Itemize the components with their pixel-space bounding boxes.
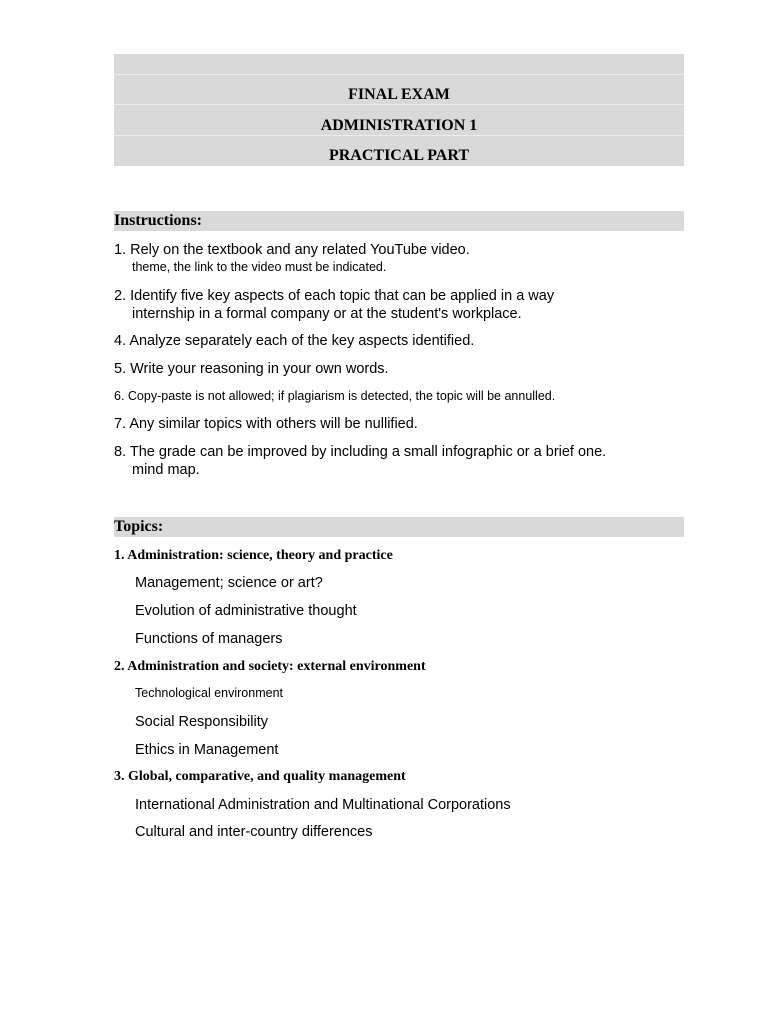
topic-heading: 1. Administration: science, theory and practice (114, 548, 393, 563)
instruction-item-continuation: theme, the link to the video must be indicated. (132, 260, 387, 274)
instruction-item: 1. Rely on the textbook and any related YouTube video. (114, 242, 470, 258)
exam-header (114, 54, 684, 166)
instruction-item: 2. Identify five key aspects of each topic that can be applied in a way (114, 288, 555, 304)
topic-subitem: Ethics in Management (135, 742, 279, 758)
topic-subitem: Management; science or art? (135, 575, 323, 591)
instructions-heading: Instructions: (114, 212, 203, 229)
instruction-item: 7. Any similar topics with others will be nullified. (114, 416, 418, 432)
exam-part-title: PRACTICAL PART (328, 147, 470, 164)
topic-heading: 2. Administration and society: external environment (114, 659, 426, 674)
header-divider (114, 74, 684, 75)
instruction-item-continuation: internship in a formal company or at the student's workplace. (132, 306, 522, 322)
instructions-heading-bar (114, 211, 684, 231)
topics-heading-bar (114, 517, 684, 537)
topic-subitem: Social Responsibility (135, 714, 268, 730)
instruction-item-continuation: mind map. (132, 462, 200, 478)
topics-heading: Topics: (114, 518, 164, 535)
topic-subitem: Technological environment (135, 686, 284, 700)
instruction-item: 6. Copy-paste is not allowed; if plagiarism is detected, the topic will be annulled. (114, 389, 556, 403)
topic-subitem: Evolution of administrative thought (135, 603, 357, 619)
instruction-item: 5. Write your reasoning in your own words. (114, 361, 389, 377)
instruction-item: 8. The grade can be improved by including a small infographic or a brief one. (114, 444, 607, 460)
topic-heading: 3. Global, comparative, and quality management (114, 769, 406, 784)
course-title: ADMINISTRATION 1 (320, 117, 478, 134)
topic-subitem: International Administration and Multinational Corporations (135, 797, 511, 813)
exam-title: FINAL EXAM (348, 86, 450, 103)
topic-subitem: Cultural and inter-country differences (135, 824, 373, 840)
instruction-item: 4. Analyze separately each of the key aspects identified. (114, 333, 475, 349)
topic-subitem: Functions of managers (135, 631, 283, 647)
